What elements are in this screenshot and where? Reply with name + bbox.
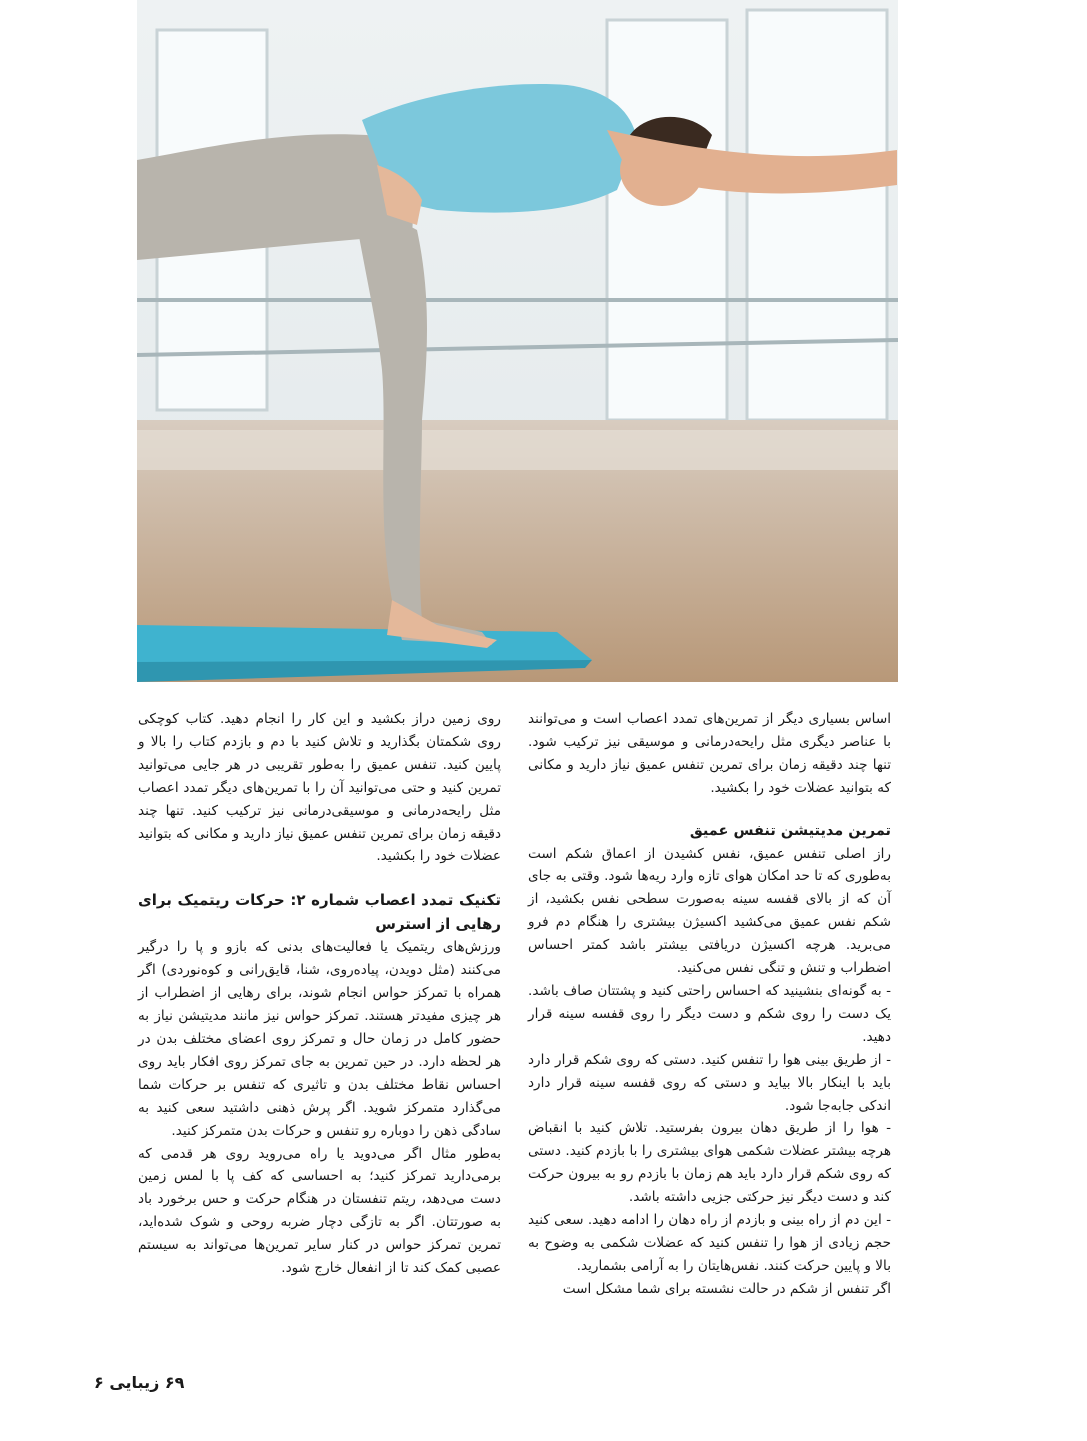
paragraph: به‌طور مثال اگر می‌دوید یا راه می‌روید روی هر قدمی که برمی‌دارید تمرکز کنید؛ به احساسی که کف پا با لمس زمین دست می‌دهد، ریتم تنفستان در هنگام حرکت و حس برخورد باد به صورتتان. اگر به تازگی دچار ضربه روحی و شوک شده‌اید، تمرین تمرکز حواس در کنار سایر تمرین‌ها می‌تواند به سیستم عصبی کمک کند تا از انفعال خارج شود.	[138, 1145, 501, 1277]
paragraph: ورزش‌های ریتمیک یا فعالیت‌های بدنی که بازو و پا را درگیر می‌کنند (مثل دویدن، پیاده‌روی، شنا، قایق‌رانی و کوه‌نوردی) اگر همراه با تمرکز حواس انجام شوند، برای رهایی از اضطراب از هر چیزی مفیدتر هستند. تمرکز حواس نیز مانند مدیتیشن نیاز به حضور کامل در زمان حال و تمرکز روی اعضای مختلف بدن در هر لحظه دارد. در حین تمرین به جای تمرکز روی افکار باید روی احساس نقاط مختلف بدن و تاثیری که تنفس بر حرکات شما می‌گذارد متمرکز شوید. اگر پرش ذهنی داشتید سعی کنید به سادگی ذهن را دوباره رو تنفس و حرکات بدن متمرکز کنید.	[138, 939, 501, 1139]
paragraph: روی زمین دراز بکشید و این کار را انجام دهید. کتاب کوچکی روی شکمتان بگذارید و تلاش کنید با دم و بازدم کتاب را بالا و پایین کنید. تنفس عمیق را به‌طور تقریبی در هر جایی می‌توانید تمرین کنید و حتی می‌توانید آن را با تمرین‌های دیگر تمدد اعصاب مثل رایحه‌درمانی و موسیقی‌درمانی نیز ترکیب کنید. تنها چند دقیقه زمان برای تمرین تنفس عمیق نیاز دارید و مکانی که بتوانید عضلات خود را بکشید.	[138, 711, 501, 865]
yoga-illustration	[137, 0, 898, 682]
page-number: ۶۹	[164, 1373, 185, 1392]
article-column-right	[528, 708, 891, 1301]
section-heading-rhythmic-movement: تکنیک تمدد اعصاب شماره ۲: حرکات ریتمیک برای رهایی از استرس	[138, 891, 501, 934]
section-heading-deep-breathing: تمرین مدیتیشن تنفس عمیق	[689, 822, 891, 839]
paragraph: - این دم از راه بینی و بازدم از راه دهان را ادامه دهید. سعی کنید حجم زیادی از هوا را تنفس کنید که عضلات شکمی به وضوح به بالا و پایین حرکت کنند. نفس‌هایتان را به آرامی بشمارید.	[528, 1212, 891, 1274]
magazine-name: زیبایی ۶	[94, 1373, 160, 1392]
paragraph: - به گونه‌ای بنشینید که احساس راحتی کنید و پشتتان صاف باشد. یک دست را روی شکم و دست دیگر را روی قفسه سینه قرار دهید.	[528, 982, 891, 1045]
paragraph: اگر تنفس از شکم در حالت نشسته برای شما مشکل است	[562, 1280, 891, 1297]
paragraph: - هوا را از طریق دهان بیرون بفرستید. تلاش کنید با انقباض هرچه بیشتر عضلات شکمی هوای بیشتری را با بازدم کنید. دستی که روی شکم قرار دارد باید هم زمان با بازدم رو به بیرون حرکت کند و دست دیگر نیز حرکتی جزیی داشته باشد.	[528, 1120, 891, 1206]
yoga-photo	[137, 0, 898, 682]
page-footer	[94, 1373, 184, 1392]
intro-paragraph: اساس بسیاری دیگر از تمرین‌های تمدد اعصاب است و می‌توانند با عناصر دیگری مثل رایحه‌درمانی و موسیقی نیز ترکیب شود. تنها چند دقیقه زمان برای تمرین تنفس عمیق نیاز دارید و مکانی که بتوانید عضلات خود را بکشید.	[528, 711, 891, 796]
article-column-left	[138, 708, 501, 1280]
paragraph: راز اصلی تنفس عمیق، نفس کشیدن از اعماق شکم است به‌طوری که تا حد امکان هوای تازه وارد ریه‌ها شود. وقتی به جای آن که از بالای قفسه سینه به‌صورت سطحی نفس بکشید، از شکم نفس عمیق می‌کشید اکسیژن بیشتری را هنگام دم فرو می‌برید. هرچه اکسیژن دریافتی بیشتر باشد کمتر احساس اضطراب و تنش و تنگی نفس می‌کنید.	[528, 845, 891, 977]
paragraph: - از طریق بینی هوا را تنفس کنید. دستی که روی شکم قرار دارد باید با اینکار بالا بیاید و دستی که روی قفسه سینه قرار دارد اندکی جابه‌جا شود.	[528, 1051, 891, 1114]
